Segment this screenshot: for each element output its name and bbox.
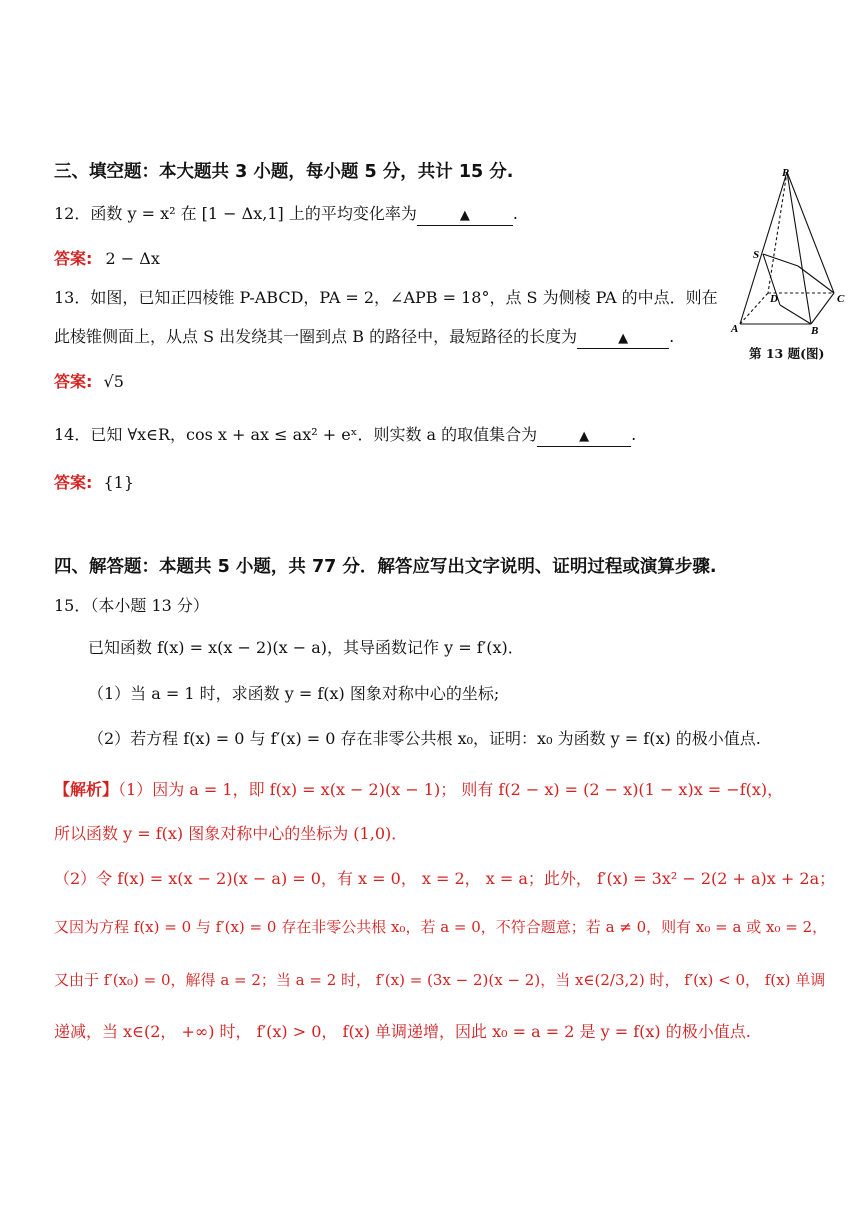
q12-end: . [512, 204, 518, 223]
q14-text: 14．已知 ∀x∈R，cos x + ax ≤ ax² + eˣ．则实数 a 的取值集合为 [54, 425, 538, 444]
q14-answer-label: 答案: [54, 473, 93, 492]
solution-line-1 [54, 779, 783, 801]
q14-blank [537, 426, 631, 447]
q13-answer [54, 371, 124, 393]
figure-label-p: P [782, 167, 789, 179]
q12-blank [417, 205, 513, 226]
q15-stem: 已知函数 f(x) = x(x − 2)(x − a)，其导函数记作 y = f′(x)． [88, 638, 524, 657]
q12-text: 12．函数 y = x² 在 [1 − Δx,1] 上的平均变化率为 [54, 204, 417, 223]
q13-blank [577, 328, 669, 349]
solution-line-3: （2）令 f(x) = x(x − 2)(x − a) = 0，有 x = 0， x = 2， x = a；此外， f′(x) = 3x² − 2(2 + a)x + 2a； [54, 869, 836, 888]
q12-answer-label: 答案: [54, 249, 93, 268]
blank-marker-icon: ▲ [459, 208, 470, 223]
blank-marker-icon: ▲ [579, 429, 590, 444]
solution-text-1: （1）因为 a = 1，即 f(x) = x(x − 2)(x − 1)； 则有 f(2 − x) = (2 − x)(1 − x)x = −f(x)， [118, 780, 784, 799]
figure-label-a: A [731, 323, 739, 335]
solution-line-6: 递减，当 x∈(2， +∞) 时， f′(x) > 0， f(x) 单调递增，因此 x₀ = a = 2 是 y = f(x) 的极小值点. [54, 1022, 751, 1041]
q12-answer [54, 248, 160, 270]
q14-line [54, 424, 636, 447]
section4-heading: 四、解答题：本题共 5 小题，共 77 分．解答应写出文字说明、证明过程或演算步骤. [54, 557, 717, 577]
q13-answer-value: √5 [103, 372, 124, 391]
section3-heading: 三、填空题：本大题共 3 小题，每小题 5 分，共计 15 分. [54, 162, 514, 182]
q14-answer-value: {1} [103, 473, 135, 492]
figure-label-b: B [811, 325, 819, 337]
pyramid-figure [726, 162, 856, 342]
q15-part1: （1）当 a = 1 时，求函数 y = f(x) 图象对称中心的坐标; [88, 684, 500, 703]
solution-line-5: 又由于 f′(x₀) = 0，解得 a = 2；当 a = 2 时， f′(x) = (3x − 2)(x − 2)，当 x∈(2/3,2) 时， f′(x) < 0， f(x) 单调 [54, 971, 826, 989]
q14-answer [54, 472, 134, 494]
blank-marker-icon: ▲ [618, 331, 629, 346]
q12-line [54, 203, 518, 226]
solution-label: 【解析】 [54, 780, 119, 799]
figure-caption: 第 13 题(图) [749, 346, 825, 361]
q15-title: 15．（本小题 13 分） [54, 596, 209, 615]
figure-label-d: D [770, 293, 778, 305]
solution-line-4: 又因为方程 f(x) = 0 与 f′(x) = 0 存在非零公共根 x₀，若 a = 0，不符合题意；若 a ≠ 0，则有 x₀ = a 或 x₀ = 2， [54, 918, 828, 936]
q15-part2: （2）若方程 f(x) = 0 与 f′(x) = 0 存在非零公共根 x₀，证明：x₀ 为函数 y = f(x) 的极小值点. [88, 729, 761, 748]
q13-line1: 13．如图，已知正四棱锥 P-ABCD，PA = 2，∠APB = 18°，点 S 为侧棱 PA 的中点．则在 [54, 288, 718, 307]
figure-label-c: C [837, 293, 845, 305]
q13-line2 [54, 326, 674, 349]
q12-answer-value: 2 − Δx [105, 249, 160, 268]
figure-label-s: S [753, 249, 760, 261]
solution-line-2: 所以函数 y = f(x) 图象对称中心的坐标为 (1,0)． [54, 824, 408, 843]
q13-answer-label: 答案: [54, 372, 93, 391]
q13-text: 此棱锥侧面上，从点 S 出发绕其一圈到点 B 的路径中，最短路径的长度为 [54, 327, 578, 346]
q13-end: . [669, 327, 675, 346]
q14-end: . [631, 425, 637, 444]
